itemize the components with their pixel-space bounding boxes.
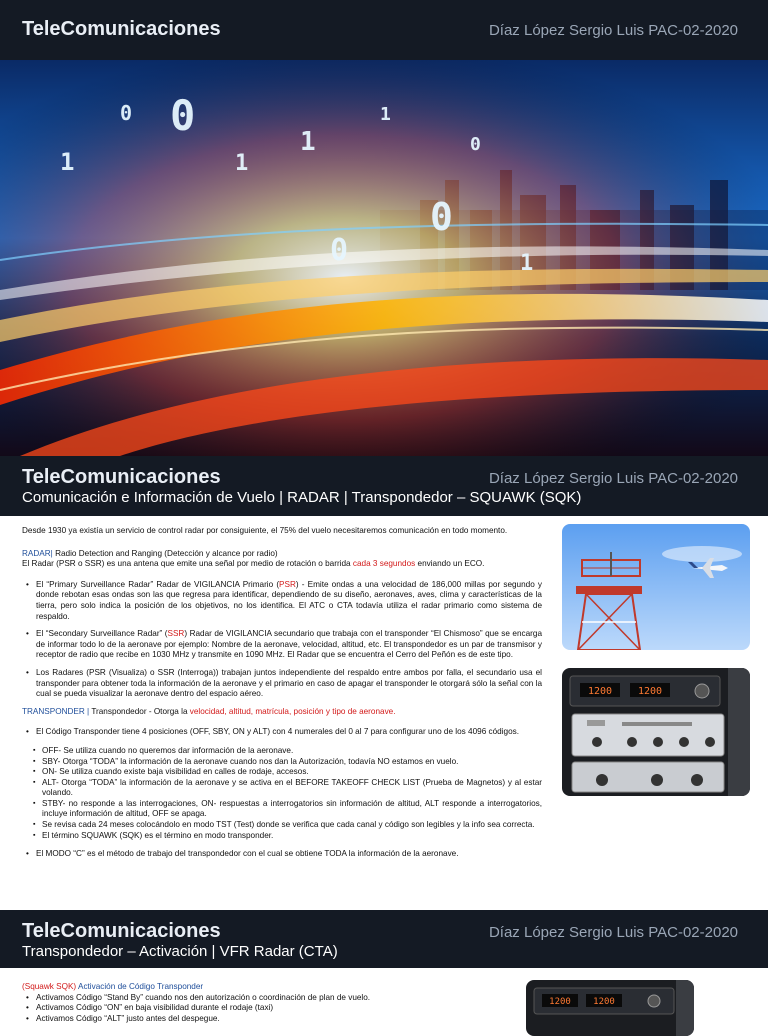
- radar-desc-text: El Radar (PSR o SSR) es una antena que emite una señal por medio de rotación o barrida: [22, 559, 353, 569]
- activation-heading-red: (Squawk SQK): [22, 982, 77, 991]
- binary-digit: 0: [170, 91, 196, 140]
- psr-text: El “Primary Surveillance Radar” Radar de VIGILANCIA Primario (: [36, 579, 280, 589]
- section-subtitle: Comunicación e Información de Vuelo | RADAR | Transpondedor – SQUAWK (SQK): [22, 489, 582, 506]
- radar-description: [22, 559, 542, 570]
- codigo-text: El Código Transponder tiene 4 posiciones (OFF, SBY, ON y ALT) con 4 numerales del 0 al 7 para configurar uno de los 4096 códigos.: [36, 727, 520, 737]
- position-item: ▪ STBY- no responde a las interrogaciones, ON- respuestas a interrogatorios sin información de altitud, ALT responde a interrogatorios, incluye información de altitud, OFF se apaga.: [42, 799, 542, 820]
- header-author: Díaz López Sergio Luis PAC-02-2020: [488, 22, 738, 39]
- modo-c-text: El MODO “C” es el método de trabajo del transpondedor con el cual se obtiene TODA la información de la aeronave.: [36, 849, 459, 859]
- binary-digit: 0: [330, 233, 349, 268]
- transponder-display-right: 1200: [637, 686, 663, 697]
- list-item-both-radars: [36, 668, 542, 700]
- transponder-label: TRANSPONDER |: [22, 706, 90, 716]
- transponder-code-list: [22, 727, 542, 738]
- transponder-display-left: 1200: [587, 686, 613, 697]
- transponder-text: Transpondedor - Otorga la: [89, 706, 190, 716]
- list-item-ssr: [36, 629, 542, 661]
- activation-item: • Activamos Código “Stand By” cuando nos den autorización o coordinación de plan de vuelo.: [36, 993, 502, 1004]
- hero-image: [0, 60, 768, 456]
- activation-heading-blue: Activación de Código Transponder: [76, 982, 204, 991]
- binary-digit: 0: [470, 134, 481, 155]
- ssr-text: El “Secondary Surveillance Radar” (: [36, 629, 168, 639]
- section-header-activation: [0, 910, 768, 968]
- ssr-text-rest: ) Radar de VIGILANCIA secundario que trabaja con el transponder “El Chismoso” que se encarga de informar todo lo de la aeronave por ejemplo: Nombre de la aeronave, velocidad, altitud, etc. El transpondedor es un par de transmisor y receptor de radio que recibe en 1030 MHz y transmite en 1090 MHz. El Radar que se encuentra el Cerro del Peñón es de este tipo.: [36, 629, 542, 660]
- transponder-definition: [22, 707, 542, 718]
- page-header: [0, 0, 768, 60]
- ssr-acronym: SSR: [167, 629, 185, 639]
- binary-digit: 1: [60, 148, 75, 176]
- activation-item: • Activamos Código “ON” en baja visibilidad durante el rodaje (taxi): [36, 1003, 502, 1014]
- position-item: ▪ ON- Se utiliza cuando existe baja visibilidad en calles de rodaje, accesos.: [42, 767, 542, 778]
- radar-meaning: Radio Detection and Ranging (Detección y alcance por radio): [52, 548, 278, 558]
- radar-label: RADAR|: [22, 548, 53, 558]
- psr-acronym: PSR: [279, 579, 296, 589]
- position-item: ▪ Se revisa cada 24 meses colocándolo en modo TST (Test) donde se verifica que cada canal y código son legibles y la info sea correcta.: [42, 820, 542, 831]
- transponder-positions-list: [22, 746, 542, 841]
- transponder-panel-photo-2: [526, 980, 694, 1036]
- both-radars-text: Los Radares (PSR (Visualiza) o SSR (Interroga)) trabajan juntos independiente del respaldo entre ambos por falla, el secundario usa el transponder para obtener toda la información de la aeronave y el primario en caso de apagar el transponder le otorgará sólo la señal con la cual se pueda visualizar la aeronave dentro del espacio aéreo.: [36, 667, 542, 699]
- header-title: TeleComunicaciones: [22, 18, 221, 40]
- radar-desc-end: enviando un ECO.: [415, 559, 485, 569]
- radar-tower-photo: [562, 524, 750, 650]
- position-item: ▪ OFF- Se utiliza cuando no queremos dar información de la aeronave.: [42, 746, 542, 757]
- modo-c-list: [22, 849, 542, 860]
- binary-digit: 1: [235, 151, 249, 176]
- position-item: ▪ ALT- Otorga “TODA” la información de la aeronave y se activa en el BEFORE TAKEOFF CHECK LIST (Prueba de Magnetos) y al estar volando.: [42, 778, 542, 799]
- section-subtitle-2: Transpondedor – Activación | VFR Radar (CTA): [22, 943, 338, 960]
- list-item-codigo: [36, 727, 542, 738]
- list-item-psr: [36, 580, 542, 622]
- radar-types-list: [22, 580, 542, 700]
- activation-heading: [22, 982, 502, 993]
- activation-text-block: [22, 982, 502, 1024]
- binary-digit: 1: [380, 104, 391, 125]
- transponder-highlight: velocidad, altitud, matrícula, posición y tipo de aeronave.: [189, 706, 396, 716]
- transponder-display-left-2: 1200: [549, 997, 571, 1007]
- section-header-radar: [0, 456, 768, 516]
- psr-text-rest: ) - Emite ondas a una velocidad de 186,000 millas por segundo y donde rebotan esas ondas son las que regresa para identificar, dependiendo de su diseño, aeronaves, aves, clima y características de la tierra, pero solo indica la posición de los objetivos, no los identifica. El ATC o CTA todavía utiliza el radar primario como sistema de respaldo.: [36, 579, 542, 621]
- section-author-2: Díaz López Sergio Luis PAC-02-2020: [488, 924, 738, 941]
- radar-definition: [22, 549, 542, 560]
- section-title: TeleComunicaciones: [22, 466, 221, 488]
- transponder-display-right-2: 1200: [593, 997, 615, 1007]
- binary-digit: 1: [520, 251, 534, 276]
- activation-item: • Activamos Código “ALT” justo antes del despegue.: [36, 1014, 502, 1025]
- position-item: ▪ SBY- Otorga “TODA” la información de la aeronave cuando nos dan la Autorización, todavía NO estamos en vuelo.: [42, 757, 542, 768]
- binary-digit: 1: [300, 127, 316, 157]
- radar-desc-highlight: cada 3 segundos: [352, 559, 416, 569]
- radar-text-block: [22, 526, 542, 867]
- section-author: Díaz López Sergio Luis PAC-02-2020: [488, 470, 738, 487]
- intro-paragraph: Desde 1930 ya existía un servicio de control radar por consiguiente, el 75% del vuelo necesitaremos comunicación en todo momento.: [22, 526, 508, 535]
- binary-digit: 0: [430, 195, 453, 239]
- position-item: ▪ El término SQUAWK (SQK) es el término en modo transponder.: [42, 831, 542, 842]
- transponder-panel-photo: [562, 668, 750, 796]
- activation-list: [22, 993, 502, 1025]
- section-title-2: TeleComunicaciones: [22, 920, 221, 942]
- binary-digit: 0: [120, 101, 133, 125]
- list-item-modo-c: [36, 849, 542, 860]
